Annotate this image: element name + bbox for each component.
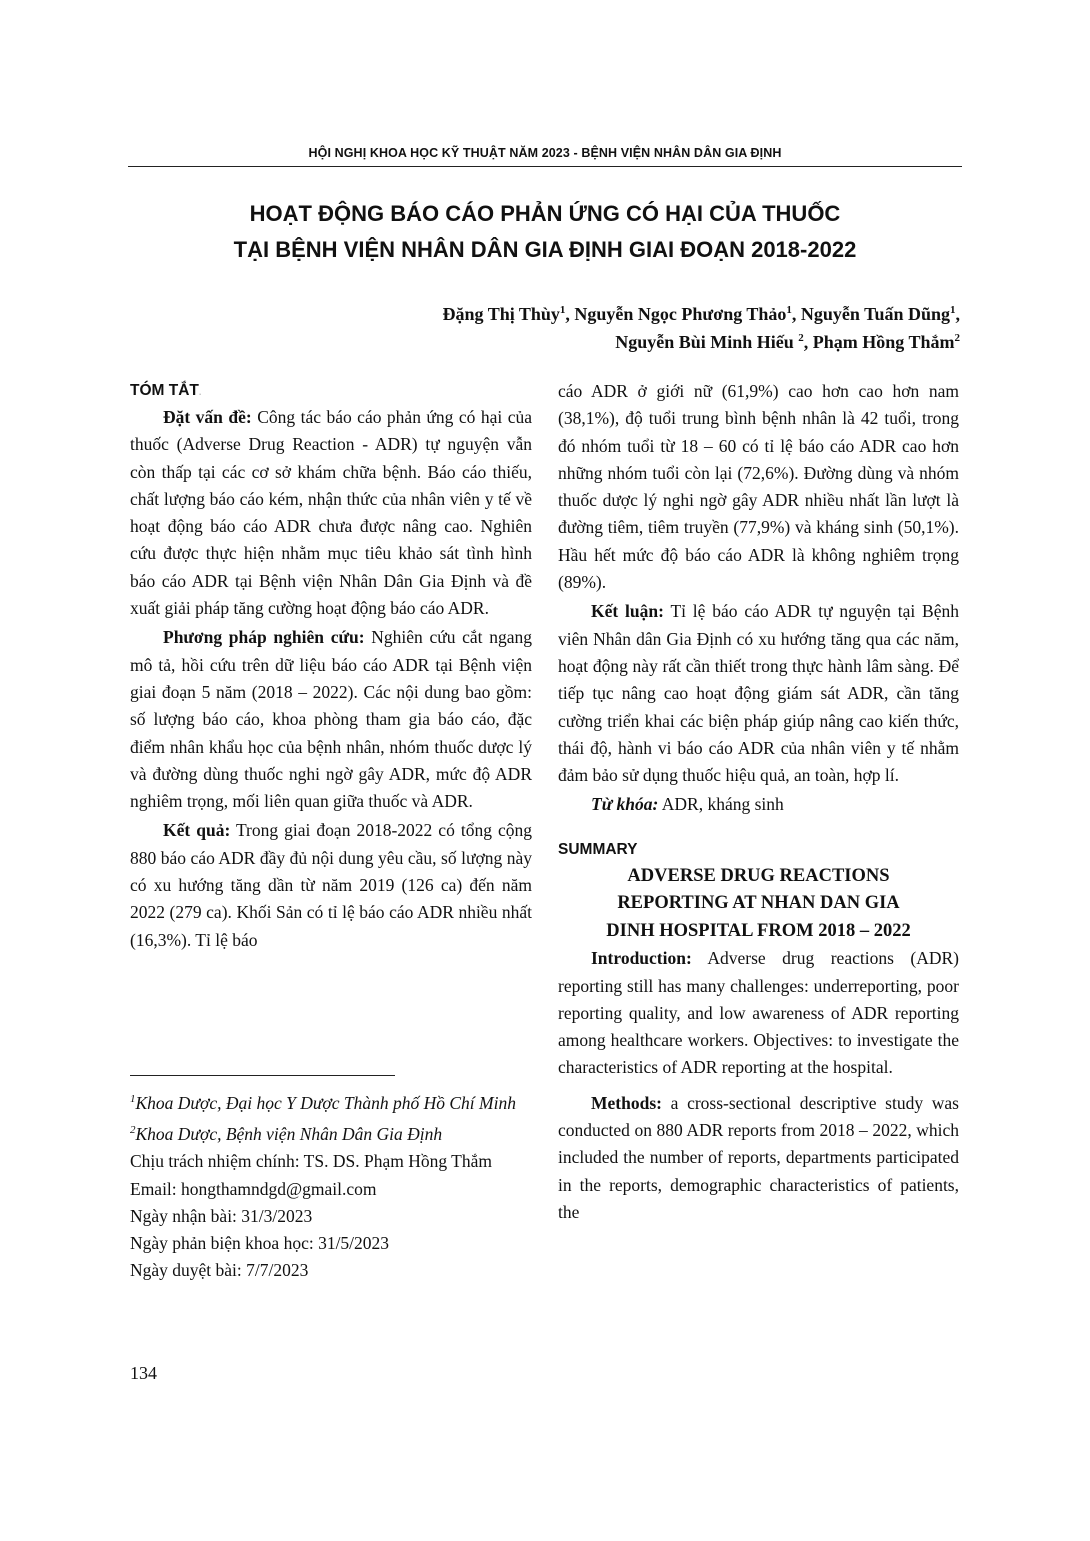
right-column [558, 378, 959, 1226]
author-separator: , [791, 304, 801, 324]
author-name: Nguyễn Tuấn Dũng [800, 304, 950, 324]
methods-label: Phương pháp nghiên cứu: [163, 627, 365, 648]
author-affiliation: 2 [798, 332, 804, 344]
received-date: Ngày nhận bài: 31/3/2023 [130, 1205, 313, 1226]
background-label: Đặt vấn đề: [163, 407, 252, 427]
summary-title-line-1: ADVERSE DRUG REACTIONS [627, 865, 890, 886]
results-text: Trong giai đoạn 2018-2022 có tổng cộng 880 báo cáo ADR đầy đủ nội dung yêu cầu, số lượng này có xu hướng tăng dần từ năm 2019 (126 ca) đến năm 2022 (279 ca). Khối Sản có tỉ lệ báo cáo ADR nhiều nhất (16,3%). Tỉ lệ báo [130, 820, 533, 950]
header-divider [128, 166, 962, 167]
abstract-heading-en: SUMMARY [558, 840, 638, 858]
summary-title-line-2: REPORTING AT NHAN DAN GIA [617, 893, 900, 914]
conclusion-text: Tỉ lệ báo cáo ADR tự nguyện tại Bệnh viên Nhân dân Gia Định có xu hướng tăng qua các năm, hoạt động này rất cần thiết trong thực hành lâm sàng. Để tiếp tục nâng cao hoạt động giám sát ADR, cần tăng cường triển khai các biện pháp giúp nâng cao kiến thức, thái độ, hành vi báo cáo ADR của nhân viên y tế nhằm đảm bảo sử dụng thuốc hiệu quả, an toàn, hợp lí. [558, 601, 959, 786]
abstract-results [130, 817, 532, 953]
review-date: Ngày phản biện khoa học: 31/5/2023 [130, 1233, 390, 1254]
keywords-text: ADR, kháng sinh [658, 794, 784, 815]
article-title-line-1: HOẠT ĐỘNG BÁO CÁO PHẢN ỨNG CÓ HẠI CỦA THUỐC [249, 201, 841, 226]
author-name: Nguyễn Ngọc Phương Thảo [574, 304, 787, 324]
author-affiliation: 2 [954, 332, 960, 344]
conclusion-label: Kết luận: [591, 601, 664, 622]
author-separator: , [955, 304, 960, 324]
methods-text: Nghiên cứu cắt ngang mô tả, hồi cứu trên dữ liệu báo cáo ADR tại Bệnh viện giai đoạn 5 năm (2018 – 2022). Các nội dung bao gồm: số lượng báo cáo, khoa phòng tham gia báo cáo, đặc điểm nhân khẩu học của bệnh nhân, nhóm thuốc dược lý và đường dùng thuốc nghi ngờ gây ADR, mức độ ADR nghiêm trọng, mối liên quan giữa thuốc và ADR. [130, 627, 533, 812]
keywords [558, 791, 959, 818]
article-title-line-2: TẠI BỆNH VIỆN NHÂN DÂN GIA ĐỊNH GIAI ĐOẠN 2018-2022 [233, 237, 857, 262]
abstract-heading-vi: TÓM TẮT. [130, 382, 202, 399]
author-separator: , [565, 304, 575, 324]
author-name: Nguyễn Bùi Minh Hiếu [615, 332, 799, 352]
journal-header: HỘI NGHỊ KHOA HỌC KỸ THUẬT NĂM 2023 - BỆNH VIỆN NHÂN DÂN GIA ĐỊNH [308, 146, 782, 160]
authors-line-2 [130, 324, 960, 356]
summary-title-line-3: DINH HOSPITAL FROM 2018 – 2022 [606, 920, 911, 941]
footnote-divider [130, 1075, 395, 1076]
abstract-results-continued: cáo ADR ở giới nữ (61,9%) cao hơn cao hơn nam (38,1%), độ tuổi trung bình bệnh nhân là 42 tuổi, trong đó nhóm tuổi từ 18 – 60 có tỉ lệ báo cáo ADR cao hơn những nhóm tuổi còn lại (72,6%). Đường dùng và nhóm thuốc dược lý nghi ngờ gây ADR nhiều nhất lần lượt là đường tiêm, tiêm truyền (77,9%) và kháng sinh (50,1%). Hầu hết mức độ báo cáo ADR là không nghiêm trọng (89%). [558, 381, 959, 593]
results-label: Kết quả: [163, 820, 231, 841]
author-separator: , [803, 332, 813, 352]
accepted-date: Ngày duyệt bài: 7/7/2023 [130, 1260, 309, 1281]
author-affiliation: 1 [786, 304, 792, 316]
author-affiliation: 1 [559, 304, 566, 316]
affiliation-2: $^2$Khoa Dược, Bệnh viện Nhân Dân Gia Định [130, 1123, 443, 1144]
introduction-label: Introduction: [591, 948, 692, 969]
email: Email: hongthamndgd@gmail.com [130, 1178, 377, 1199]
author-name: Phạm Hồng Thắm [812, 332, 955, 352]
abstract-conclusion [558, 598, 959, 789]
summary-methods [558, 1090, 959, 1226]
keywords-label: Từ khóa: [591, 794, 659, 815]
footnotes [130, 1075, 532, 1285]
page-number: 134 [130, 1363, 157, 1383]
background-text: Công tác báo cáo phản ứng có hại của thuốc (Adverse Drug Reaction - ADR) tự nguyện vẫn còn thấp tại các cơ sở khám chữa bệnh. Báo cáo thiếu, chất lượng báo cáo kém, nhận thức của nhân viên y tế về hoạt động báo cáo ADR chưa được nâng cao. Nghiên cứu được thực hiện nhằm mục tiêu khảo sát tình hình báo cáo ADR tại Bệnh viện Nhân Dân Gia Định và đề xuất giải pháp tăng cường hoạt động báo cáo ADR. [130, 407, 532, 619]
introduction-text: Adverse drug reactions (ADR) reporting still has many challenges: underreporting, poor reporting quality, and low awareness of ADR reporting among healthcare workers. Objectives: to investigate the characteristics of ADR reporting at the hospital. [558, 948, 959, 1078]
affiliation-1: $^1$Khoa Dược, Đại học Y Dược Thành phố Hồ Chí Minh [130, 1092, 516, 1113]
abstract-methods [130, 624, 532, 815]
summary-methods-label: Methods: [591, 1092, 662, 1113]
author-name: Đặng Thị Thùy [442, 304, 560, 324]
corresponding-author: Chịu trách nhiệm chính: TS. DS. Phạm Hồng Thắm [130, 1151, 492, 1172]
summary-methods-text: a cross-sectional descriptive study was conducted on 880 ADR reports from 2018 – 2022, which included the number of reports, departments participated in the reports, demographic characteristics of patients, the [558, 1092, 959, 1222]
left-column [130, 378, 532, 954]
author-affiliation: 1 [950, 304, 956, 316]
summary-introduction [558, 945, 959, 1081]
abstract-background [130, 404, 532, 622]
